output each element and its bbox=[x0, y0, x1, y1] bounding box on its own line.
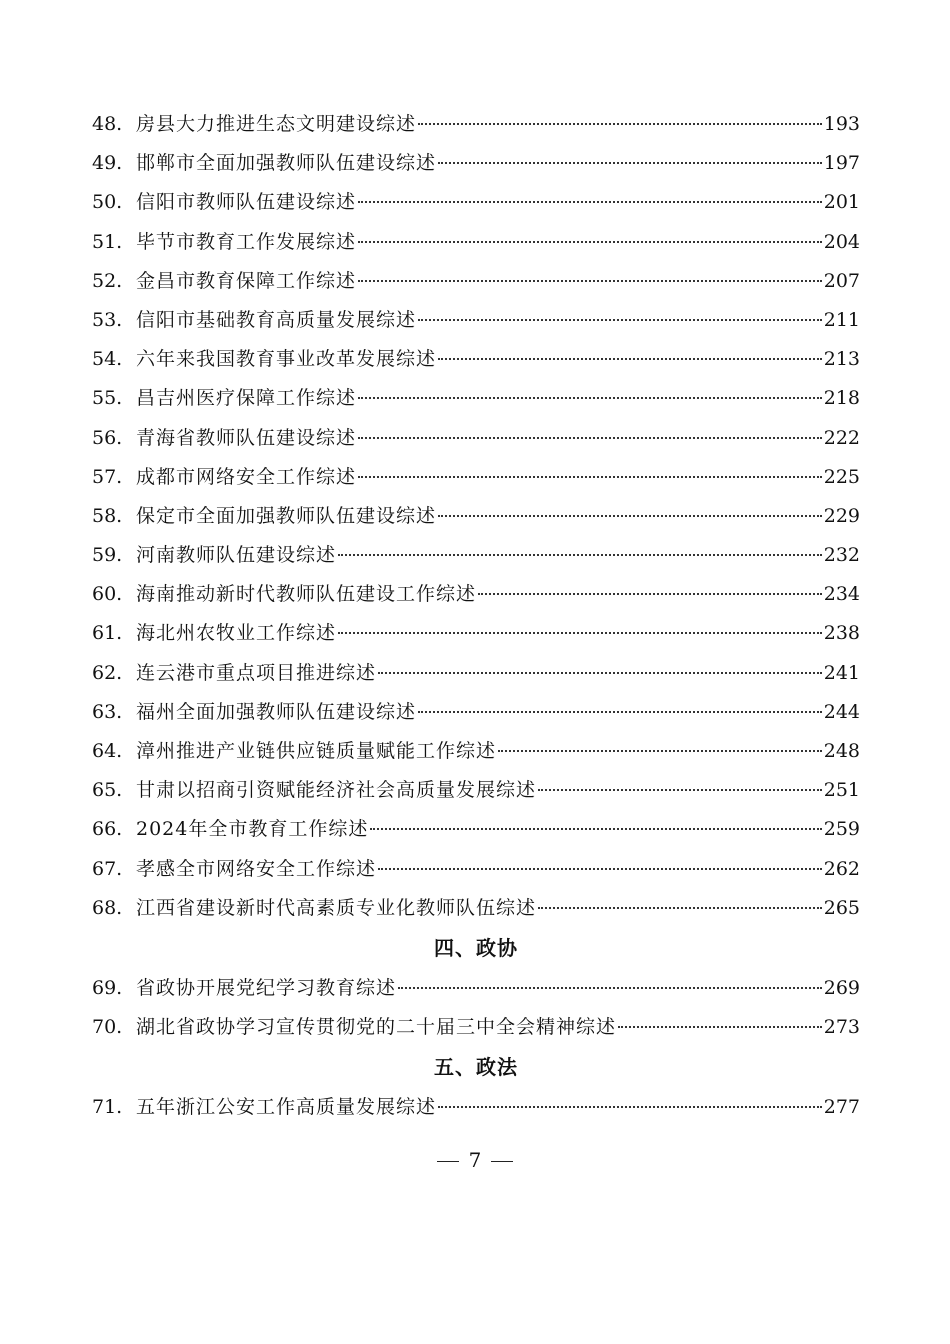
toc-entry-page: 201 bbox=[823, 191, 860, 214]
toc-entry-page: 277 bbox=[823, 1096, 860, 1119]
toc-entry-title: 甘肃以招商引资赋能经济社会高质量发展综述 bbox=[136, 779, 537, 802]
section-heading: 四、政协 bbox=[434, 935, 518, 960]
toc-entry-number: 59. bbox=[92, 544, 123, 567]
toc-entry[interactable] bbox=[92, 536, 860, 575]
toc-entry-title: 河南教师队伍建设综述 bbox=[136, 544, 337, 567]
toc-entry-title: 成都市网络安全工作综述 bbox=[136, 465, 357, 488]
toc-entry-page: 251 bbox=[823, 779, 860, 802]
toc-entry[interactable] bbox=[92, 654, 860, 693]
toc-entry-page: 238 bbox=[823, 622, 860, 645]
toc-entry-page: 273 bbox=[823, 1016, 860, 1039]
toc-entry[interactable] bbox=[92, 850, 860, 889]
dot-leader bbox=[378, 862, 822, 870]
toc-entry-title: 青海省教师队伍建设综述 bbox=[136, 426, 357, 449]
toc-entry-number: 66. bbox=[92, 818, 123, 841]
toc-entry-title: 保定市全面加强教师队伍建设综述 bbox=[136, 504, 437, 527]
toc-entry[interactable] bbox=[92, 419, 860, 458]
dot-leader bbox=[358, 235, 822, 243]
toc-entry[interactable] bbox=[92, 379, 860, 418]
toc-entry-number: 69. bbox=[92, 976, 123, 999]
dot-leader bbox=[358, 470, 822, 478]
toc-entry-number: 52. bbox=[92, 269, 123, 292]
dot-leader bbox=[378, 666, 822, 674]
toc-entry-page: 265 bbox=[823, 896, 860, 919]
toc-entry[interactable] bbox=[92, 889, 860, 928]
dot-leader bbox=[538, 901, 822, 909]
toc-entry-title: 海南推动新时代教师队伍建设工作综述 bbox=[136, 583, 477, 606]
toc-entry-number: 58. bbox=[92, 504, 123, 527]
toc-entry-number: 70. bbox=[92, 1016, 123, 1039]
dot-leader bbox=[418, 117, 822, 125]
toc-entry-title: 连云港市重点项目推进综述 bbox=[136, 661, 377, 684]
dot-leader bbox=[370, 822, 821, 830]
table-of-contents bbox=[92, 105, 860, 1128]
toc-entry-title: 邯郸市全面加强教师队伍建设综述 bbox=[136, 152, 437, 175]
toc-entry[interactable] bbox=[92, 1088, 860, 1127]
dot-leader bbox=[358, 274, 822, 282]
dot-leader bbox=[358, 431, 822, 439]
dot-leader bbox=[358, 391, 822, 399]
toc-entry-title: 海北州农牧业工作综述 bbox=[136, 622, 337, 645]
toc-entry-number: 61. bbox=[92, 622, 123, 645]
toc-entry[interactable] bbox=[92, 301, 860, 340]
toc-entry-title: 金昌市教育保障工作综述 bbox=[136, 269, 357, 292]
dot-leader bbox=[338, 626, 822, 634]
toc-entry-page: 225 bbox=[823, 465, 860, 488]
toc-entry[interactable] bbox=[92, 105, 860, 144]
toc-entry-title: 孝感全市网络安全工作综述 bbox=[136, 857, 377, 880]
toc-entry-number: 48. bbox=[92, 113, 123, 135]
toc-entry[interactable] bbox=[92, 223, 860, 262]
toc-entry-number: 50. bbox=[92, 191, 123, 214]
toc-entry-number: 51. bbox=[92, 230, 123, 253]
toc-entry-title: 房县大力推进生态文明建设综述 bbox=[136, 113, 417, 135]
toc-entry-page: 262 bbox=[823, 857, 860, 880]
toc-entry-title: 五年浙江公安工作高质量发展综述 bbox=[136, 1096, 437, 1119]
dot-leader bbox=[438, 509, 822, 517]
toc-entry[interactable] bbox=[92, 969, 860, 1008]
toc-entry[interactable] bbox=[92, 693, 860, 732]
toc-entry-page: 248 bbox=[823, 740, 860, 762]
toc-entry-page: 197 bbox=[823, 152, 860, 175]
toc-entry-number: 54. bbox=[92, 348, 123, 371]
toc-entry-number: 71. bbox=[92, 1096, 123, 1119]
toc-entry-number: 49. bbox=[92, 152, 123, 175]
dot-leader bbox=[358, 195, 822, 203]
toc-entry-number: 67. bbox=[92, 857, 123, 880]
toc-entry-title: 信阳市基础教育高质量发展综述 bbox=[136, 308, 417, 331]
toc-entry-number: 57. bbox=[92, 465, 123, 488]
dot-leader bbox=[418, 705, 822, 713]
toc-entry-page: 269 bbox=[823, 976, 860, 999]
toc-entry[interactable] bbox=[92, 614, 860, 653]
toc-entry-page: 222 bbox=[823, 426, 860, 449]
dot-leader bbox=[438, 1100, 822, 1108]
toc-entry-page: 207 bbox=[823, 269, 860, 292]
toc-entry-number: 60. bbox=[92, 583, 123, 606]
toc-entry-title: 昌吉州医疗保障工作综述 bbox=[136, 387, 357, 410]
footer-dash-right bbox=[491, 1161, 513, 1163]
toc-entry[interactable] bbox=[92, 497, 860, 536]
toc-entry-number: 68. bbox=[92, 896, 123, 919]
toc-entry-number: 55. bbox=[92, 387, 123, 410]
toc-entry-page: 241 bbox=[823, 661, 860, 684]
toc-entry-title: 毕节市教育工作发展综述 bbox=[136, 230, 357, 253]
toc-entry[interactable] bbox=[92, 575, 860, 614]
toc-entry-title: 省政协开展党纪学习教育综述 bbox=[136, 976, 397, 999]
toc-entry[interactable] bbox=[92, 144, 860, 183]
dot-leader bbox=[338, 548, 822, 556]
toc-entry[interactable] bbox=[92, 810, 860, 849]
toc-entry[interactable] bbox=[92, 458, 860, 497]
toc-entry-title: 江西省建设新时代高素质专业化教师队伍综述 bbox=[136, 896, 537, 919]
toc-entry[interactable] bbox=[92, 771, 860, 810]
dot-leader bbox=[478, 587, 822, 595]
toc-entry-number: 56. bbox=[92, 426, 123, 449]
toc-entry-number: 65. bbox=[92, 779, 123, 802]
toc-entry-page: 193 bbox=[823, 113, 860, 135]
toc-entry[interactable] bbox=[92, 183, 860, 222]
toc-entry-number: 63. bbox=[92, 700, 123, 723]
toc-entry-title: 信阳市教师队伍建设综述 bbox=[136, 191, 357, 214]
toc-entry-title: 湖北省政协学习宣传贯彻党的二十届三中全会精神综述 bbox=[136, 1016, 617, 1039]
dot-leader bbox=[438, 352, 822, 360]
toc-entry-page: 229 bbox=[823, 504, 860, 527]
toc-entry-title: 六年来我国教育事业改革发展综述 bbox=[136, 348, 437, 371]
toc-entry-page: 213 bbox=[823, 348, 860, 371]
toc-entry-page: 232 bbox=[823, 544, 860, 567]
toc-entry-title: 福州全面加强教师队伍建设综述 bbox=[136, 700, 417, 723]
section-heading: 五、政法 bbox=[434, 1055, 518, 1080]
toc-entry-page: 244 bbox=[823, 700, 860, 723]
toc-entry-title: 2024年全市教育工作综述 bbox=[136, 818, 369, 841]
toc-entry-title: 漳州推进产业链供应链质量赋能工作综述 bbox=[136, 740, 497, 762]
dot-leader bbox=[398, 981, 822, 989]
toc-entry[interactable] bbox=[92, 262, 860, 301]
dot-leader bbox=[438, 156, 822, 164]
page-number: 7 bbox=[468, 1148, 482, 1172]
toc-entry-number: 64. bbox=[92, 740, 123, 762]
dot-leader bbox=[498, 744, 822, 752]
toc-entry-page: 211 bbox=[823, 308, 860, 331]
toc-entry-number: 53. bbox=[92, 308, 123, 331]
toc-entry[interactable] bbox=[92, 732, 860, 771]
toc-entry-page: 234 bbox=[823, 583, 860, 606]
toc-entry[interactable] bbox=[92, 1008, 860, 1047]
page-footer bbox=[0, 1148, 950, 1172]
dot-leader bbox=[538, 783, 822, 791]
toc-entry-number: 62. bbox=[92, 661, 123, 684]
toc-entry-page: 218 bbox=[823, 387, 860, 410]
toc-entry-page: 259 bbox=[823, 818, 860, 841]
toc-entry-page: 204 bbox=[823, 230, 860, 253]
dot-leader bbox=[618, 1020, 822, 1028]
toc-entry[interactable] bbox=[92, 340, 860, 379]
footer-dash-left bbox=[437, 1161, 459, 1163]
dot-leader bbox=[418, 313, 822, 321]
